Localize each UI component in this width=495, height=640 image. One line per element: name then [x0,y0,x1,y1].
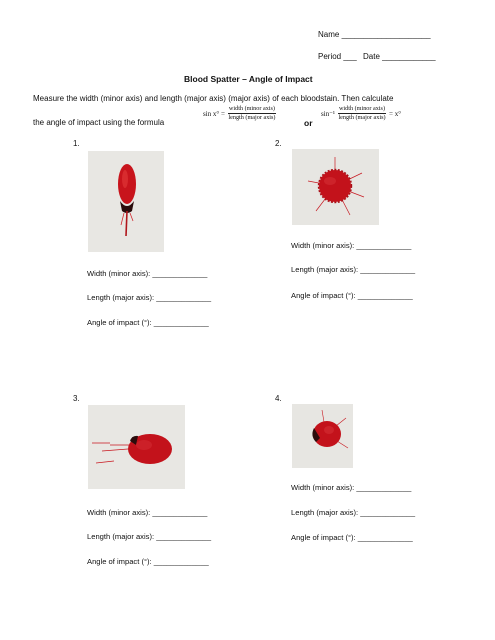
problem-4-width: Width (minor axis): _____________ [291,483,412,492]
bloodstain-3-image [88,405,185,489]
formula-sine-lhs: sin x° = [203,109,225,118]
formula-arcsine [321,105,401,122]
name-line: Name ____________________ [318,30,431,39]
formula-arcsine-rhs: = x° [389,109,402,118]
bloodstain-2-image [292,149,379,225]
problem-1-number: 1. [73,139,80,148]
period-line: Period ___ [318,52,357,61]
bloodstain-photo-1 [88,151,164,252]
page-title: Blood Spatter – Angle of Impact [184,74,313,84]
problem-4-length: Length (major axis): _____________ [291,508,416,517]
formula-sine [203,105,279,122]
problem-1-width: Width (minor axis): _____________ [87,269,208,278]
problem-2-number: 2. [275,139,282,148]
problem-2-length: Length (major axis): _____________ [291,265,416,274]
formula-arcsine-fraction [338,105,386,122]
formula-sine-fraction [228,105,276,122]
bloodstain-photo-4 [292,404,353,468]
problem-1-length: Length (major axis): _____________ [87,293,212,302]
problem-2-angle: Angle of impact (°): _____________ [291,291,413,300]
formula-sine-numerator: width (minor axis) [228,105,275,112]
problem-4-angle: Angle of impact (°): _____________ [291,533,413,542]
bloodstain-photo-2 [292,149,379,225]
problem-4-number: 4. [275,394,282,403]
formula-arcsine-denominator: length (major axis) [338,114,386,121]
bloodstain-1-image [88,151,164,252]
date-line: Date ____________ [363,52,436,61]
bloodstain-photo-3 [88,405,185,489]
instructions-line-1: Measure the width (minor axis) and length (major axis) (major axis) of each bloodstain. Then calculate [33,94,394,103]
formula-arcsine-fn: sin⁻¹ [321,109,335,118]
instructions-line-2: the angle of impact using the formula [33,118,165,127]
formula-arcsine-numerator: width (minor axis) [338,105,386,112]
formula-sine-denominator: length (major axis) [228,114,276,121]
bloodstain-4-image [292,404,353,468]
formula-or: or [304,118,313,128]
problem-3-number: 3. [73,394,80,403]
problem-3-angle: Angle of impact (°): _____________ [87,557,209,566]
problem-2-width: Width (minor axis): _____________ [291,241,412,250]
problem-1-angle: Angle of impact (°): _____________ [87,318,209,327]
problem-3-length: Length (major axis): _____________ [87,532,212,541]
problem-3-width: Width (minor axis): _____________ [87,508,208,517]
